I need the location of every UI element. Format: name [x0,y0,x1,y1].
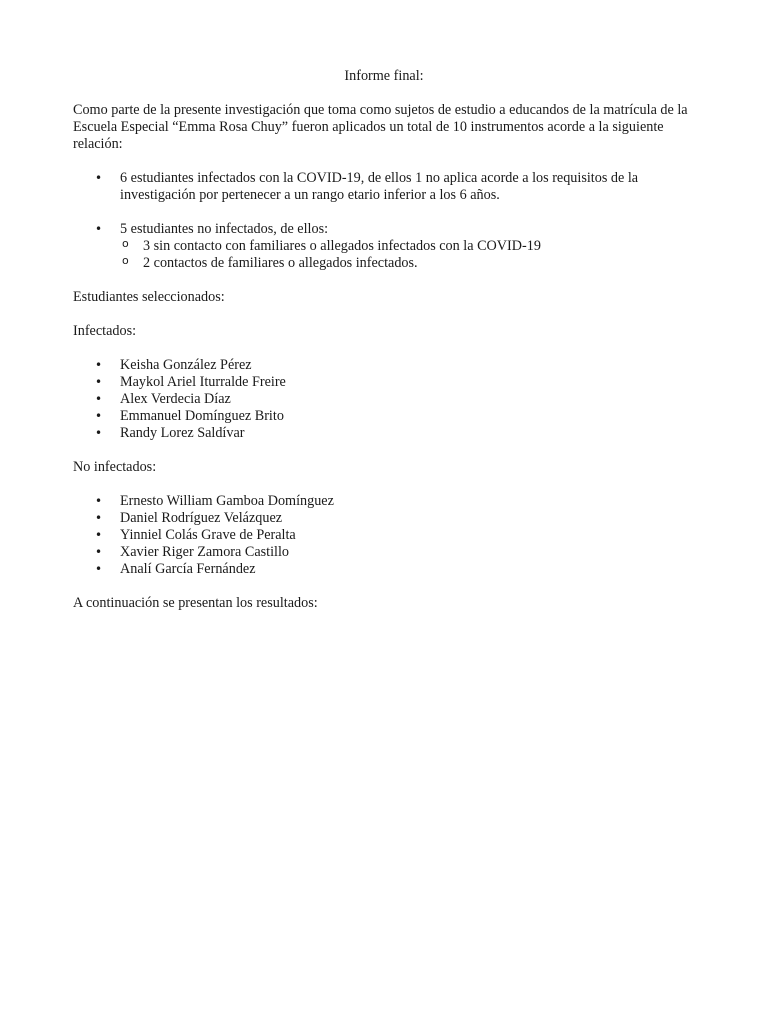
list-item: • Ernesto William Gamboa Domínguez [73,493,695,510]
list-item: • Yinniel Colás Grave de Peralta [73,527,695,544]
selected-heading: Estudiantes seleccionados: [73,289,225,305]
document-page [73,68,695,629]
list-item: • Emmanuel Domínguez Brito [73,408,695,425]
list-item: • Xavier Riger Zamora Castillo [73,544,695,561]
list-item [73,221,695,272]
not-infected-list [73,493,695,578]
not-infected-heading: No infectados: [73,459,157,475]
list-item: • Alex Verdecia Díaz [73,391,695,408]
sub-list-item: o 3 sin contacto con familiares o allegados infectados con la COVID-19 [120,238,695,255]
relation-list [73,170,695,272]
list-item: • Daniel Rodríguez Velázquez [73,510,695,527]
infected-list [73,357,695,442]
list-spacer [120,204,695,221]
list-item-text: 6 estudiantes infectados con la COVID-19, de ellos 1 no aplica acorde a los requisitos de la investigación por pertenecer a un rango etario inferior a los 6 años. [120,170,639,203]
list-item: • Keisha González Pérez [73,357,695,374]
list-item-text: 5 estudiantes no infectados, de ellos: [120,221,329,237]
list-item: • Maykol Ariel Iturralde Freire [73,374,695,391]
sub-list [120,238,695,272]
list-item: • Randy Lorez Saldívar [73,425,695,442]
closing-paragraph: A continuación se presentan los resultados: [73,595,318,611]
infected-heading: Infectados: [73,323,137,339]
sub-list-item: o 2 contactos de familiares o allegados infectados. [120,255,695,272]
intro-paragraph: Como parte de la presente investigación que toma como sujetos de estudio a educandos de la matrícula de la Escuela Especial “Emma Rosa Chuy” fueron aplicados un total de 10 instrumentos acorde a la siguiente relación: [73,102,688,152]
list-item [73,170,695,221]
document-title: Informe final: [344,68,424,84]
list-item: • Analí García Fernández [73,561,695,578]
